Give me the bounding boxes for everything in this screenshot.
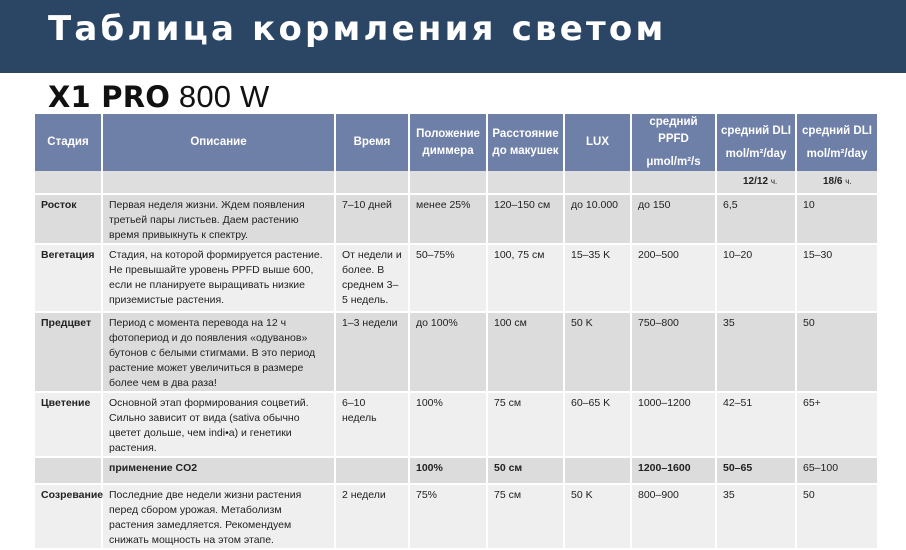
cell-time: 1–3 недели xyxy=(335,312,409,392)
header-banner xyxy=(0,0,906,73)
photoperiod-18-value: 18/6 xyxy=(823,176,843,187)
page-title: Таблица кормления светом xyxy=(48,9,667,49)
cell-stage: Росток xyxy=(35,194,102,244)
cell-dli-12: 10–20 xyxy=(716,244,796,312)
cell-lux: до 10.000 xyxy=(564,194,631,244)
cell-dli-18: 65–100 xyxy=(796,457,877,484)
cell-dli-12: 35 xyxy=(716,312,796,392)
cell-ppfd: 200–500 xyxy=(631,244,716,312)
col-header-lux: LUX xyxy=(564,114,631,171)
cell-dli-18: 50 xyxy=(796,484,877,549)
cell-dli-18: 65+ xyxy=(796,392,877,457)
cell-dli-18: 50 xyxy=(796,312,877,392)
photoperiod-18-label xyxy=(796,171,877,194)
col-header-dli-18-title: средний DLI xyxy=(802,124,872,137)
photoperiod-12-value: 12/12 xyxy=(743,176,769,187)
cell-ppfd: до 150 xyxy=(631,194,716,244)
cell-description: Последние две недели жизни растения перед сбором урожая. Метаболизм растения замедляется. Рекомендуем снижать мощность на этом этапе. xyxy=(102,484,335,549)
col-header-dli-12 xyxy=(716,114,796,171)
col-header-dli-12-title: средний DLI xyxy=(721,124,791,137)
col-header-dimmer: Положение диммера xyxy=(409,114,487,171)
cell-lux xyxy=(564,457,631,484)
cell-stage: Цветение xyxy=(35,392,102,457)
col-header-dli-18-unit: mol/m²/day xyxy=(806,147,868,160)
photoperiod-12-label xyxy=(716,171,796,194)
col-header-ppfd-unit: μmol/m²/s xyxy=(646,156,701,168)
cell-description: Первая неделя жизни. Ждем появления третьей пары листьев. Даем растению время привыкнуть к спектру. xyxy=(102,194,335,244)
cell-dimmer: менее 25% xyxy=(409,194,487,244)
photoperiod-12-unit: ч. xyxy=(770,177,778,186)
cell-stage: Созревание xyxy=(35,484,102,549)
cell-distance: 50 см xyxy=(487,457,564,484)
col-header-dli-12-unit: mol/m²/day xyxy=(725,147,787,160)
cell-stage xyxy=(35,457,102,484)
cell-description: Стадия, на которой формируется растение. Не превышайте уровень PPFD выше 600, если не планируете выращивать низкие приземистые растения. xyxy=(102,244,335,312)
col-header-stage: Стадия xyxy=(35,114,102,171)
cell-distance: 100 см xyxy=(487,312,564,392)
cell-lux: 50 K xyxy=(564,312,631,392)
col-header-distance: Расстояние до макушек xyxy=(487,114,564,171)
cell-dimmer: 100% xyxy=(409,392,487,457)
cell-distance: 100, 75 см xyxy=(487,244,564,312)
cell-time: 7–10 дней xyxy=(335,194,409,244)
cell-dimmer: до 100% xyxy=(409,312,487,392)
cell-time: 6–10 недель xyxy=(335,392,409,457)
cell-dli-12: 50–65 xyxy=(716,457,796,484)
cell-dli-18: 10 xyxy=(796,194,877,244)
light-feeding-table xyxy=(35,114,877,550)
cell-lux: 50 K xyxy=(564,484,631,549)
table-row xyxy=(35,392,877,457)
cell-time: От недели и более. В среднем 3–5 недель. xyxy=(335,244,409,312)
table-row xyxy=(35,194,877,244)
cell-stage: Предцвет xyxy=(35,312,102,392)
cell-distance: 75 см xyxy=(487,484,564,549)
table-row xyxy=(35,244,877,312)
cell-stage: Вегетация xyxy=(35,244,102,312)
product-name: X1 PRO xyxy=(48,80,171,114)
cell-dimmer: 50–75% xyxy=(409,244,487,312)
cell-distance: 120–150 см xyxy=(487,194,564,244)
col-header-ppfd-title: средний PPFD xyxy=(649,116,698,145)
cell-dli-12: 35 xyxy=(716,484,796,549)
cell-description: применение CO2 xyxy=(102,457,335,484)
cell-dli-12: 6,5 xyxy=(716,194,796,244)
cell-ppfd: 1200–1600 xyxy=(631,457,716,484)
col-header-description: Описание xyxy=(102,114,335,171)
cell-dli-12: 42–51 xyxy=(716,392,796,457)
cell-description: Период с момента перевода на 12 ч фотопериод и до появления «одуванов» бутонов с белыми стигмами. В это период растение может увеличиться в размере более чем в два раза! xyxy=(102,312,335,392)
product-heading xyxy=(48,79,270,115)
cell-time: 2 недели xyxy=(335,484,409,549)
cell-dimmer: 100% xyxy=(409,457,487,484)
col-header-ppfd xyxy=(631,114,716,171)
cell-lux: 60–65 K xyxy=(564,392,631,457)
table-header-row xyxy=(35,114,877,171)
table-row xyxy=(35,484,877,549)
col-header-dli-18 xyxy=(796,114,877,171)
cell-ppfd: 750–800 xyxy=(631,312,716,392)
product-power: 800 W xyxy=(178,79,270,114)
table-row-co2 xyxy=(35,457,877,484)
table-subheader-row xyxy=(35,171,877,194)
col-header-time: Время xyxy=(335,114,409,171)
photoperiod-18-unit: ч. xyxy=(845,177,852,186)
cell-lux: 15–35 K xyxy=(564,244,631,312)
cell-dimmer: 75% xyxy=(409,484,487,549)
cell-description: Основной этап формирования соцветий. Сильно зависит от вида (sativa обычно цветет дольше, чем indi•a) и генетики растения. xyxy=(102,392,335,457)
cell-dli-18: 15–30 xyxy=(796,244,877,312)
cell-distance: 75 см xyxy=(487,392,564,457)
cell-ppfd: 800–900 xyxy=(631,484,716,549)
cell-time xyxy=(335,457,409,484)
cell-ppfd: 1000–1200 xyxy=(631,392,716,457)
table-row xyxy=(35,312,877,392)
